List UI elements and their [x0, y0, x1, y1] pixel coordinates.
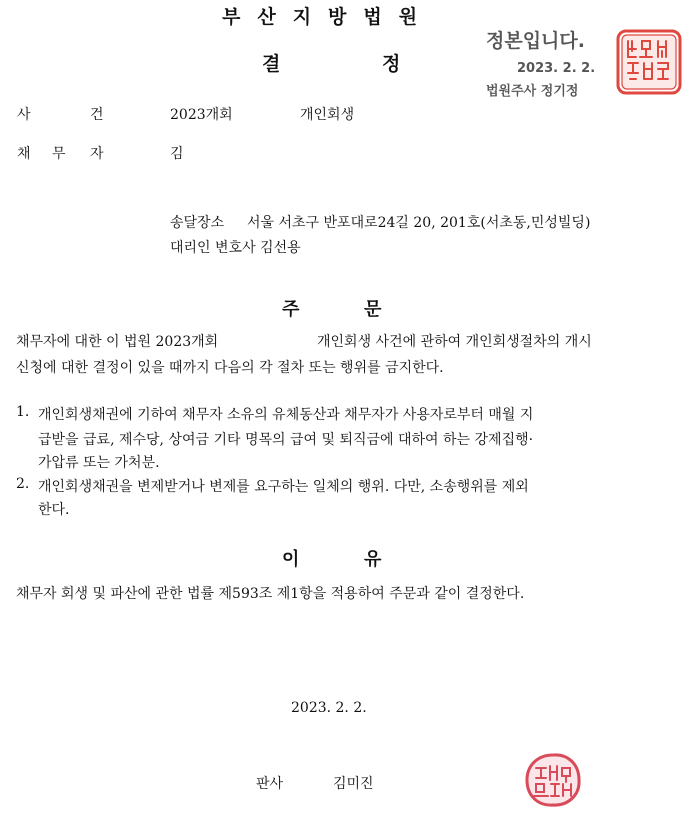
order-intro-part1: 채무자에 대한 이 법원 2023개회 [16, 334, 219, 350]
debtor-label-char-2: 무 [52, 146, 66, 162]
court-clerk: 법원주사 정기정 [486, 84, 579, 99]
court-name: 부산지방법원 [222, 6, 435, 28]
order-item-line: 개인회생채권에 기하여 채무자 소유의 유체동산과 채무자가 사용자로부터 매월 지 [38, 407, 534, 423]
doc-type-right: 정 [382, 53, 401, 75]
order-item-line: 가압류 또는 가처분. [38, 455, 160, 471]
debtor-name: 김 [170, 146, 184, 162]
debtor-label-char-3: 자 [90, 146, 104, 162]
service-address: 서울 서초구 반포대로24길 20, 201호(서초동,민성빌딩) [247, 215, 591, 231]
debtor-label-char-1: 채 [17, 146, 31, 162]
judge-name: 김미진 [333, 776, 374, 792]
order-heading-left: 주 [282, 299, 300, 320]
decision-date: 2023. 2. 2. [291, 700, 367, 716]
case-label-char-1: 사 [17, 107, 31, 123]
order-item-line: 개인회생채권을 변제받거나 변제를 요구하는 일체의 행위. 다만, 소송행위를 제외 [38, 479, 529, 495]
order-intro-part2: 개인회생 사건에 관하여 개인회생절차의 개시 [317, 334, 592, 350]
judge-title: 판사 [256, 776, 284, 792]
doc-type-left: 결 [262, 53, 281, 75]
service-agent: 대리인 변호사 김선용 [170, 240, 301, 256]
court-seal-icon [616, 29, 682, 95]
judge-seal-icon [524, 752, 582, 808]
reason-heading-right: 유 [364, 549, 382, 570]
reason-heading-left: 이 [282, 549, 300, 570]
order-heading-right: 문 [364, 299, 382, 320]
order-intro-line2: 신청에 대한 결정이 있을 때까지 다음의 각 절차 또는 행위를 금지한다. [16, 360, 444, 376]
service-label: 송달장소 [170, 215, 225, 231]
case-number: 2023개회 [170, 107, 233, 123]
certified-copy-stamp: 정본입니다. [486, 30, 585, 52]
case-kind: 개인회생 [300, 107, 355, 123]
certification-date: 2023. 2. 2. [517, 61, 596, 76]
order-item-number: 2. [16, 476, 30, 492]
order-item-number: 1. [16, 404, 30, 420]
reason-text: 채무자 회생 및 파산에 관한 법률 제593조 제1항을 적용하여 주문과 같이 결정한다. [16, 586, 525, 602]
case-label-char-2: 건 [90, 107, 104, 123]
order-item-line: 급받을 급료, 제수당, 상여금 기타 명목의 급여 및 퇴직금에 대하여 하는 강제집행· [38, 432, 534, 448]
order-item-line: 한다. [38, 502, 70, 518]
